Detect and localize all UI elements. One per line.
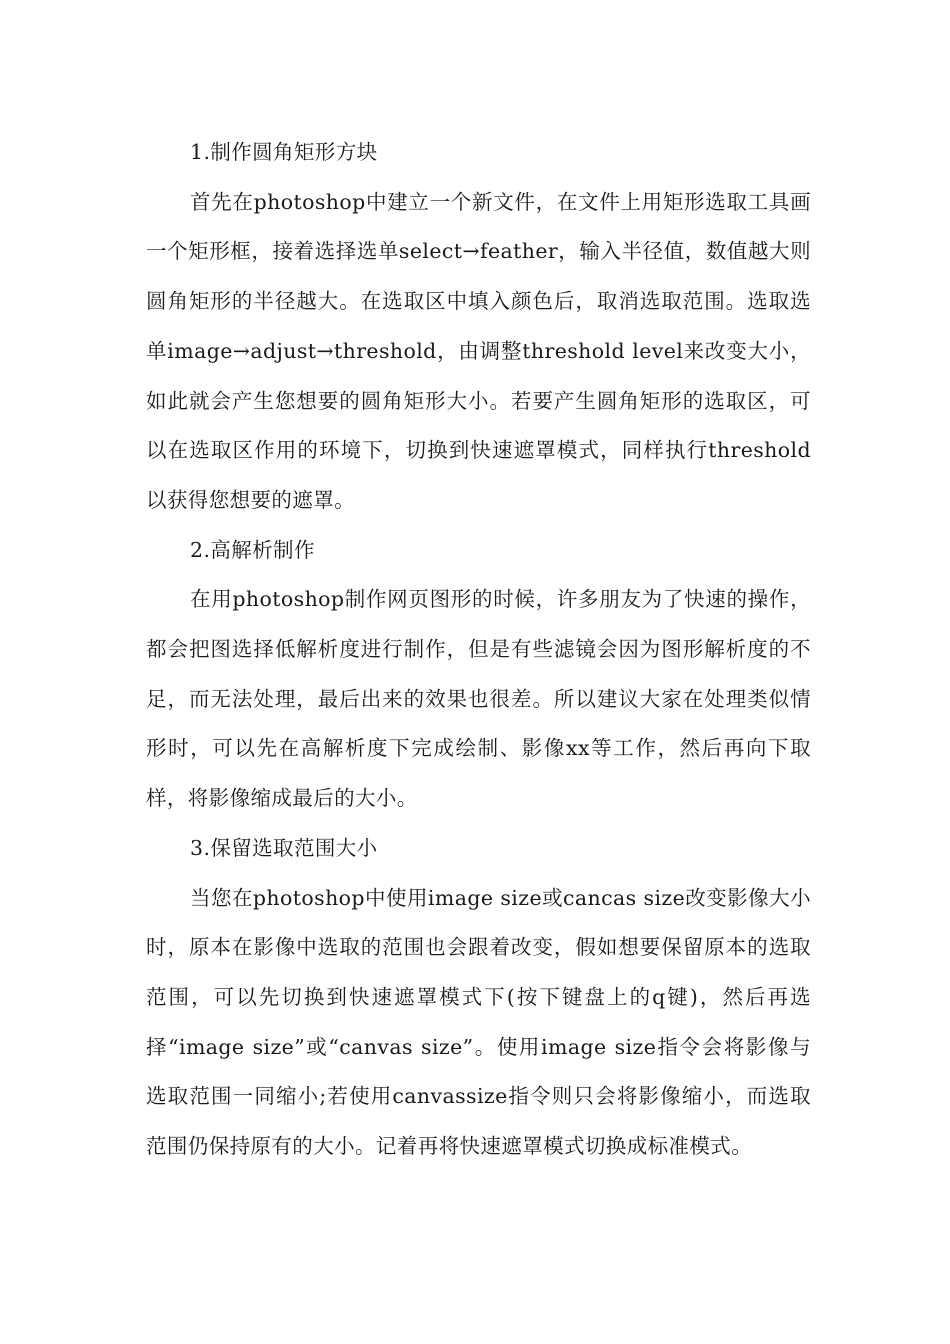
section-2-heading: 2.高解析制作 xyxy=(190,537,315,562)
section-3-heading: 3.保留选取范围大小 xyxy=(190,835,378,860)
document-body xyxy=(146,128,811,1172)
section-1-heading: 1.制作圆角矩形方块 xyxy=(190,140,378,164)
section-3-paragraph: 当您在photoshop中使用image size或cancas size改变影像大小时，原本在影像中选取的范围也会跟着改变，假如想要保留原本的选取范围，可以先切换到快速遮罩模式下(按下键盘上的q键)，然后再选择“image size”或“canvas size”。使用image size指令会将影像与选取范围一同缩小;若使用canvassize指令则只会将影像缩小，而选取范围仍保持原有的大小。记着再将快速遮罩模式切换成标准模式。 xyxy=(146,885,811,1159)
section-2-paragraph: 在用photoshop制作网页图形的时候，许多朋友为了快速的操作，都会把图选择低解析度进行制作，但是有些滤镜会因为图形解析度的不足，而无法处理，最后出来的效果也很差。所以建议大家在处理类似情形时，可以先在高解析度下完成绘制、影像xx等工作，然后再向下取样，将影像缩成最后的大小。 xyxy=(146,587,811,811)
section-1-paragraph: 首先在photoshop中建立一个新文件，在文件上用矩形选取工具画一个矩形框，接着选择选单select→feather，输入半径值，数值越大则圆角矩形的半径越大。在选取区中填入颜色后，取消选取范围。选取选单image→adjust→threshold，由调整threshold level来改变大小，如此就会产生您想要的圆角矩形大小。若要产生圆角矩形的选取区，可以在选取区作用的环境下，切换到快速遮罩模式，同样执行threshold以获得您想要的遮罩。 xyxy=(146,189,811,512)
